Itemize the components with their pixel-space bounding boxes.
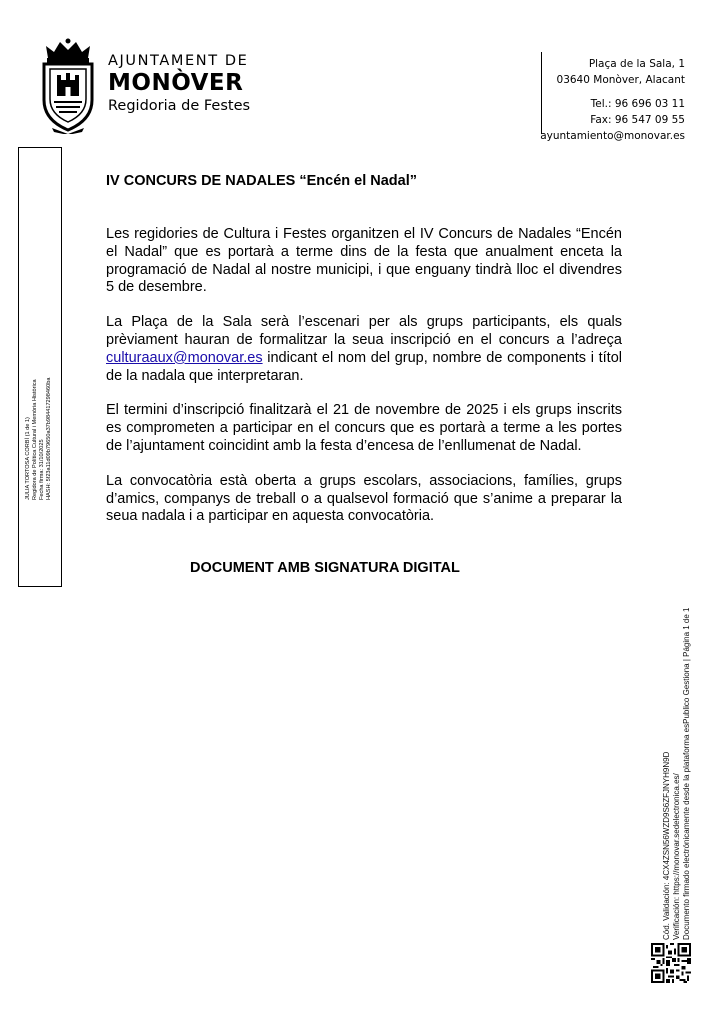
paragraph-2-text-a: La Plaça de la Sala serà l’escenari per als grups participants, els quals prèviament hauran de formalitzar la seua inscripció en el concurs a l’adreça — [106, 314, 622, 348]
signature-stamp-text — [25, 180, 53, 500]
org-line-monover: MONÒVER — [108, 69, 244, 96]
org-line-regidoria: Regidoria de Festes — [108, 97, 251, 114]
qr-code — [651, 943, 691, 983]
paragraph-1: Les regidories de Cultura i Festes organitzen el IV Concurs de Nadales “Encén el Nadal” que es portarà a terme dins de la festa que anualment enceta la programació de Nadal al nostre municipi, i que enguany tindrà lloc el divendres 5 de desembre. — [106, 226, 622, 296]
email-link[interactable]: culturaaux@monovar.es — [106, 349, 263, 366]
phone: Tel.: 96 696 03 11 — [590, 98, 685, 110]
stamp-hash: HASH: 5f23a11d09b79650a37b984417298460ba — [46, 377, 52, 500]
email: ayuntamiento@monovar.es — [540, 130, 685, 142]
coat-of-arms-logo — [38, 36, 98, 134]
document-body — [106, 173, 622, 526]
paragraph-4: La convocatòria està oberta a grups escolars, associacions, famílies, grups d’amics, companys de treball o a qualsevol formació que s’anime a preparar la seua nadala i a participar en aquesta convocatòria. — [106, 472, 622, 525]
document-title: IV CONCURS DE NADALES “Encén el Nadal” — [106, 173, 417, 189]
paragraph-3: El termini d’inscripció finalitzarà el 21 de novembre de 2025 i els grups inscrits es comprometen a participar en el concurs que es portarà a terme a les portes de l’ajuntament coincidint amb la festa d’encesa de l’enllumenat de Nadal. — [106, 402, 622, 454]
verification-text — [662, 607, 692, 940]
signed-platform-note: Documento firmado electrónicamente desde la plataforma esPublico Gestiona | Página 1 de 1 — [682, 607, 691, 940]
stamp-role: Regidora de Política Cultural i Memòria Històrica — [32, 379, 38, 500]
paragraph-2 — [106, 314, 622, 385]
organization-name — [108, 54, 250, 113]
validation-code: Cód. Validación: 4CX4ZSN56WZD9S6ZFJNYH9N9D — [662, 751, 671, 940]
org-line-ajuntament: AJUNTAMENT DE — [108, 53, 249, 69]
contact-block — [540, 56, 685, 144]
stamp-signer: JULIA TORTOSA CORBÍ (1 de 1) — [25, 417, 31, 500]
digital-signature-note: DOCUMENT AMB SIGNATURA DIGITAL — [190, 560, 460, 576]
address-line-1: Plaça de la Sala, 1 — [588, 58, 685, 70]
verification-url: Verificación: https://monovar.sedelectronica.es/ — [672, 773, 681, 940]
fax: Fax: 96 547 09 55 — [590, 114, 685, 126]
address-line-2: 03640 Monòver, Alacant — [556, 74, 685, 86]
stamp-date: Fecha firma: 31/10/2025 — [39, 439, 45, 500]
paragraph-2-text-b: indicant el nom del grup, nombre de components i títol de la nadala que interpretaran. — [106, 349, 622, 384]
